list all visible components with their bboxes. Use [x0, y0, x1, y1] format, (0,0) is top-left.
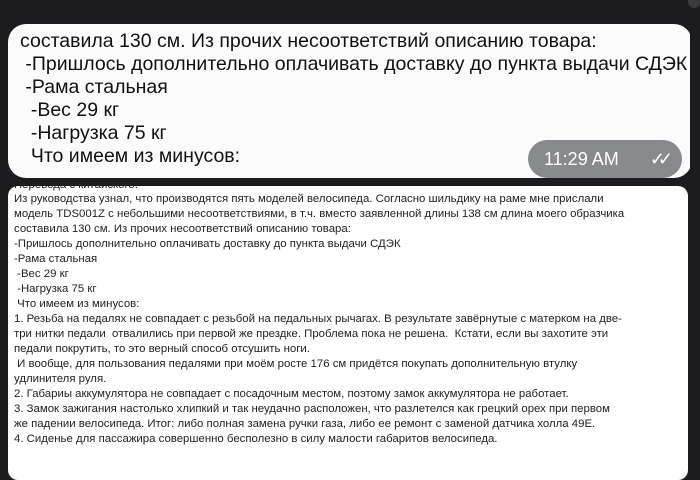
message-line: составила 130 см. Из прочих несоответствий описанию товара:: [20, 30, 597, 52]
message-line: Что имеем из минусов:: [20, 145, 241, 167]
message-line-cut: Перевода с китайского.: [14, 179, 138, 191]
message-line: -Рама стальная: [14, 253, 98, 265]
message-line: удлинителя руля.: [14, 373, 107, 385]
message-line: -Пришлось дополнительно оплачивать доставку до пункта выдачи СДЭК: [20, 53, 688, 75]
message-line: же падении велосипеда. Итог: либо полная замена ручки газа, либо ее ремонт с заменой датчика холла 49Е.: [14, 418, 596, 430]
message-line: -Рама стальная: [20, 76, 168, 98]
message-line: составила 130 см. Из прочих несоответствий описанию товара:: [14, 223, 351, 235]
message-timestamp-badge: [528, 140, 682, 178]
message-line: -Нагрузка 75 кг: [14, 283, 97, 295]
message-line: -Пришлось дополнительно оплачивать доставку до пункта выдачи СДЭК: [14, 238, 401, 250]
message-line: -Нагрузка 75 кг: [20, 122, 167, 144]
timestamp: 11:29 AM: [544, 149, 619, 169]
message-line: 4. Сиденье для пассажира совершенно бесполезно в силу малости габаритов велосипеда.: [14, 433, 498, 445]
message-line: педали покрутить, то это верный способ отсушить ноги.: [14, 343, 310, 355]
message-line: -Вес 29 кг: [14, 268, 69, 280]
top-dark-strip: [0, 0, 700, 22]
message-line: 3. Замок зажигания настолько хлипкий и так неудачно расположен, что разлетелся как грецкий орех при первом: [14, 403, 610, 415]
message-line: модель TDS001Z с небольшими несоответствиями, в т.ч. вместо заявленной длины 138 см длина моего образчика: [14, 208, 625, 220]
message-line: 2. Габариы аккумулятора не совпадает с посадочным местом, поэтому замок аккумулятора не работает.: [14, 388, 569, 400]
message-line: -Вес 29 кг: [20, 99, 120, 121]
message-line: И вообще, для пользования педалями при моём росте 176 см придётся покупать дополнительную втулку: [14, 358, 578, 370]
read-status-icon: ✓✓: [649, 149, 666, 169]
right-dark-edge: [690, 0, 700, 480]
message-line: Из руководства узнал, что производятся пять моделей велосипеда. Согласно шильдику на раме мне прислали: [14, 193, 604, 205]
message-line: три нитки педали отвалились при первой же прездке. Проблема пока не решена. Кстати, если вы захотите эти: [14, 328, 609, 340]
message-line: Что имеем из минусов:: [14, 298, 140, 310]
message-bubble-bottom[interactable]: [8, 179, 688, 480]
message-line: 1. Резьба на педалях не совпадает с резьбой на педальных рычагах. В результате завёрнутые с матерком на две-: [14, 313, 622, 325]
